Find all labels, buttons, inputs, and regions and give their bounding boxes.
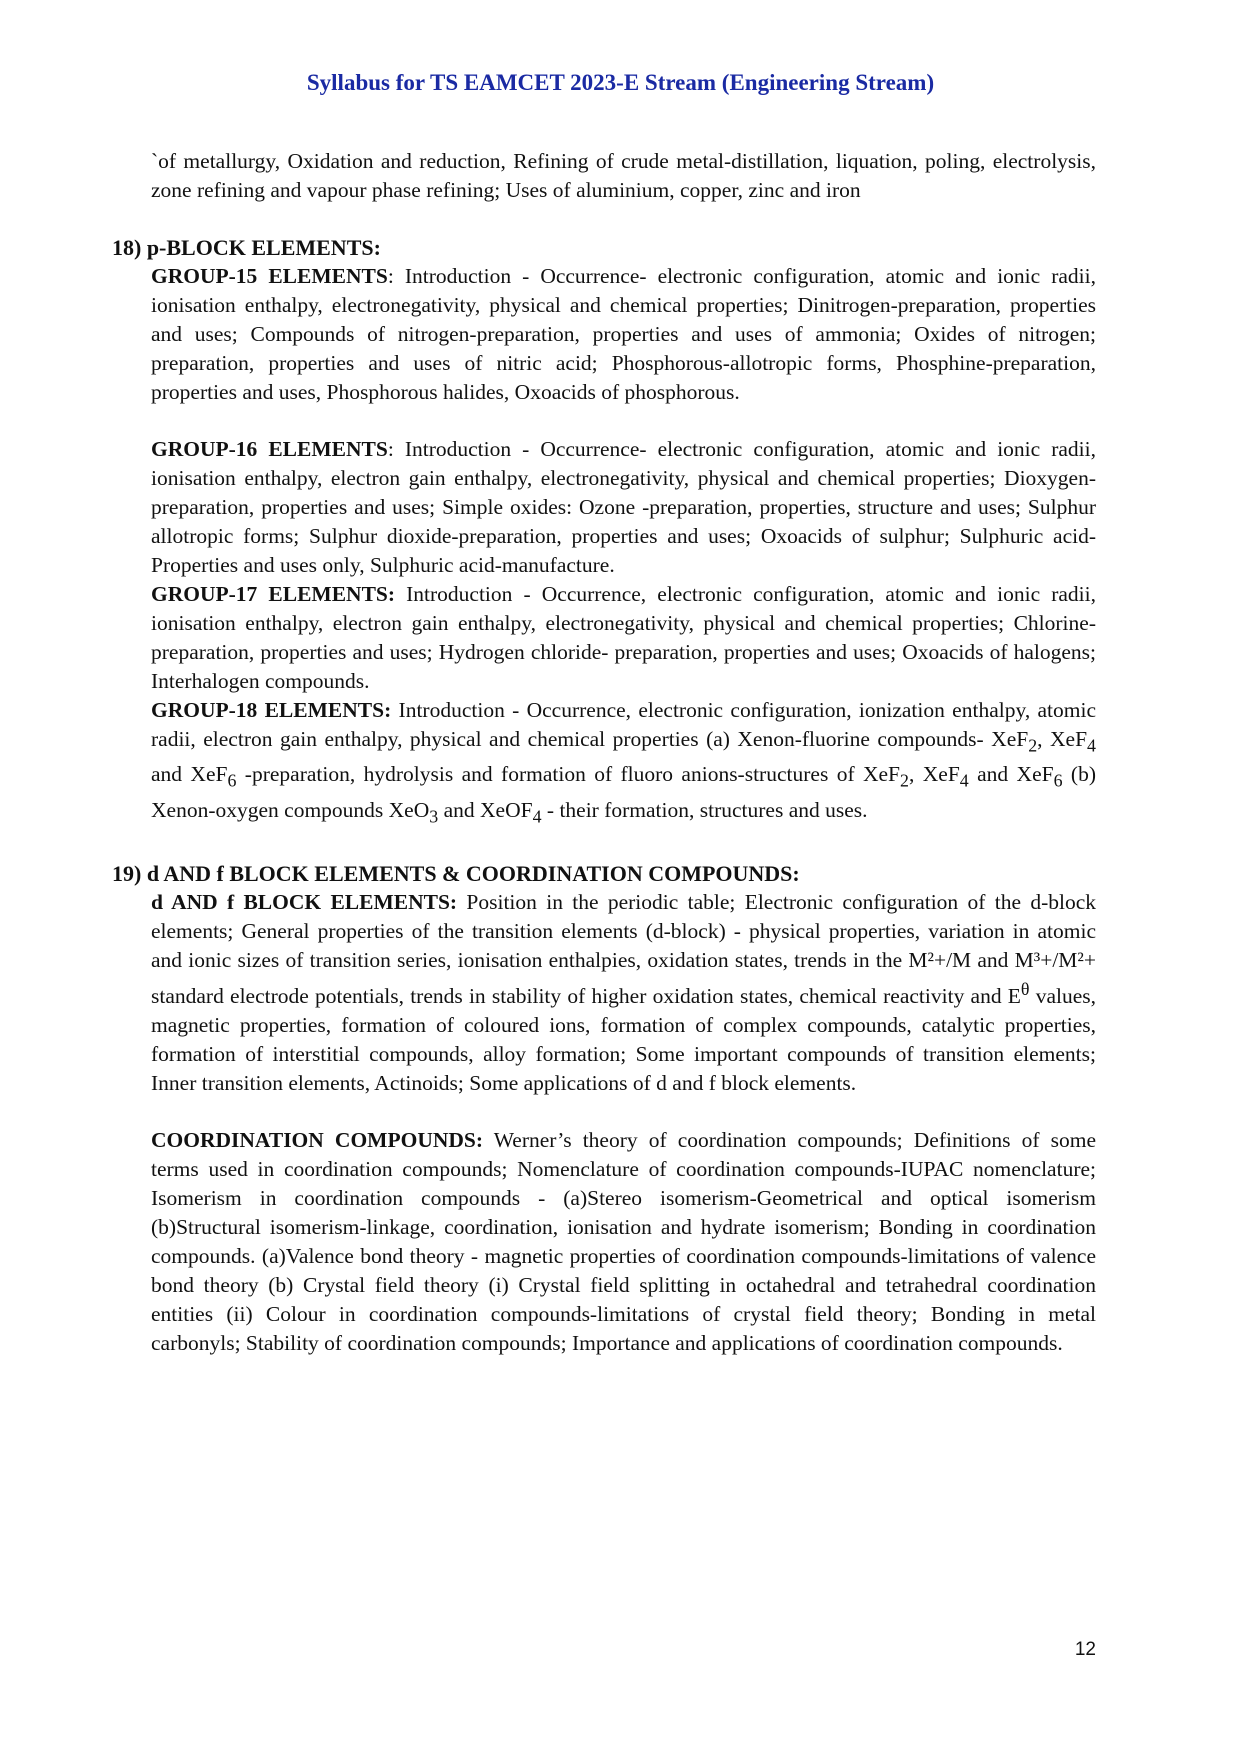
- subscript: 2: [900, 770, 909, 791]
- group-18-text-1: Introduction - Occurrence, electronic configuration, ionization enthalpy, atomic radii, electron gain enthalpy, physical and chemical properties (a) Xenon-fluorine compounds- XeF: [151, 698, 1097, 751]
- group-15-text: : Introduction - Occurrence- electronic configuration, atomic and ionic radii, ionisation enthalpy, electronegativity, physical and chemical properties; Dinitrogen-preparation, properties and uses; Compounds of nitrogen-preparation, properties and uses of ammonia; Oxides of nitrogen; preparation, properties and uses of nitric acid; Phosphorous-allotropic forms, Phosphine-preparation, properties and uses, Phosphorous halides, Oxoacids of phosphorous.: [151, 264, 1096, 404]
- group-18-label: GROUP-18 ELEMENTS:: [151, 698, 392, 722]
- df-block-text-1: Position in the periodic table; Electronic configuration of the d-block elements; General properties of the transition elements (d-block) - physical properties, variation in atomic and ionic sizes of transition series, ionisation enthalpies, oxidation states, trends in the M²+/M and M³+/M²+ standard electrode potentials, trends in stability of higher oxidation states, chemical reactivity and E: [151, 889, 1096, 1009]
- subscript: 6: [227, 770, 237, 791]
- group-17-label: GROUP-17 ELEMENTS:: [151, 582, 396, 606]
- intro-paragraph: `of metallurgy, Oxidation and reduction, Refining of crude metal-distillation, liquation, poling, electrolysis, zone refining and vapour phase refining; Uses of aluminium, copper, zinc and iron: [151, 149, 1096, 202]
- group-16-paragraph: [112, 435, 1096, 580]
- group-18-paragraph: [112, 696, 1096, 831]
- df-block-text-2: values, magnetic properties, formation of coloured ions, formation of complex compounds, catalytic properties, formation of interstitial compounds, alloy formation; Some important compounds of transition elements; Inner transition elements, Actinoids; Some applications of d and f block elements.: [151, 984, 1096, 1096]
- group-18-text-5: , XeF: [908, 762, 960, 787]
- group-18-text-2: , XeF: [1037, 727, 1088, 751]
- df-block-label: d AND f BLOCK ELEMENTS:: [151, 889, 458, 914]
- subscript: 2: [1028, 735, 1038, 756]
- df-block-paragraph: [112, 888, 1096, 1098]
- coordination-label: COORDINATION COMPOUNDS:: [151, 1128, 484, 1153]
- group-17-text: Introduction - Occurrence, electronic configuration, atomic and ionic radii, ionisation enthalpy, electron gain enthalpy, electronegativity, physical and chemical properties; Chlorine- preparation, properties and uses; Hydrogen chloride- preparation, properties and uses; Oxoacids of halogens; Interhalogen compounds.: [151, 582, 1097, 693]
- group-18-text-4: -preparation, hydrolysis and formation of fluoro anions-structures of XeF: [236, 762, 901, 787]
- section-19-heading: 19) d AND f BLOCK ELEMENTS & COORDINATION COMPOUNDS:: [112, 860, 800, 886]
- group-15-label: GROUP-15 ELEMENTS: [151, 264, 388, 288]
- group-18-text-6: and XeF: [968, 762, 1054, 787]
- theta-superscript: θ: [1020, 978, 1030, 999]
- coordination-text: Werner’s theory of coordination compounds; Definitions of some terms used in coordination compounds; Nomenclature of coordination compounds-IUPAC nomenclature; Isomerism in coordination compounds - (a)Stereo isomerism-Geometrical and optical isomerism (b)Structural isomerism-linkage, coordination, ionisation and hydrate isomerism; Bonding in coordination compounds. (a)Valence bond theory - magnetic properties of coordination compounds-limitations of valence bond theory (b) Crystal field theory (i) Crystal field splitting in octahedral and tetrahedral coordination entities (ii) Colour in coordination compounds-limitations of crystal field theory; Bonding in metal carbonyls; Stability of coordination compounds; Importance and applications of coordination compounds.: [151, 1128, 1096, 1356]
- group-15-paragraph: [112, 262, 1096, 407]
- group-16-text: : Introduction - Occurrence- electronic configuration, atomic and ionic radii, ionisation enthalpy, electron gain enthalpy, electronegativity, physical and chemical properties; Dioxygen-preparation, properties and uses; Simple oxides: Ozone -preparation, properties, structure and uses; Sulphur allotropic forms; Sulphur dioxide-preparation, properties and uses; Oxoacids of sulphur; Sulphuric acid-Properties and uses only, Sulphuric acid-manufacture.: [151, 437, 1096, 577]
- group-18-text-9: - their formation, structures and uses.: [541, 797, 868, 822]
- group-18-text-8: and XeOF: [438, 797, 533, 822]
- group-16-label: GROUP-16 ELEMENTS: [151, 437, 388, 461]
- group-18-text-7: (b) Xenon-oxygen compounds XeO: [151, 762, 1097, 822]
- subscript: 4: [1087, 735, 1096, 756]
- section-18-heading: 18) p-BLOCK ELEMENTS:: [112, 235, 381, 260]
- group-17-paragraph: [112, 580, 1096, 696]
- subscript: 6: [1053, 770, 1063, 791]
- group-18-text-3: and XeF: [151, 762, 228, 787]
- page-number: 12: [1074, 1639, 1096, 1660]
- document-body: [112, 147, 1096, 1358]
- subscript: 4: [532, 805, 542, 826]
- subscript: 4: [959, 770, 969, 791]
- subscript: 3: [429, 805, 439, 826]
- page-header-title: Syllabus for TS EAMCET 2023-E Stream (Engineering Stream): [306, 70, 935, 95]
- coordination-paragraph: [112, 1126, 1096, 1358]
